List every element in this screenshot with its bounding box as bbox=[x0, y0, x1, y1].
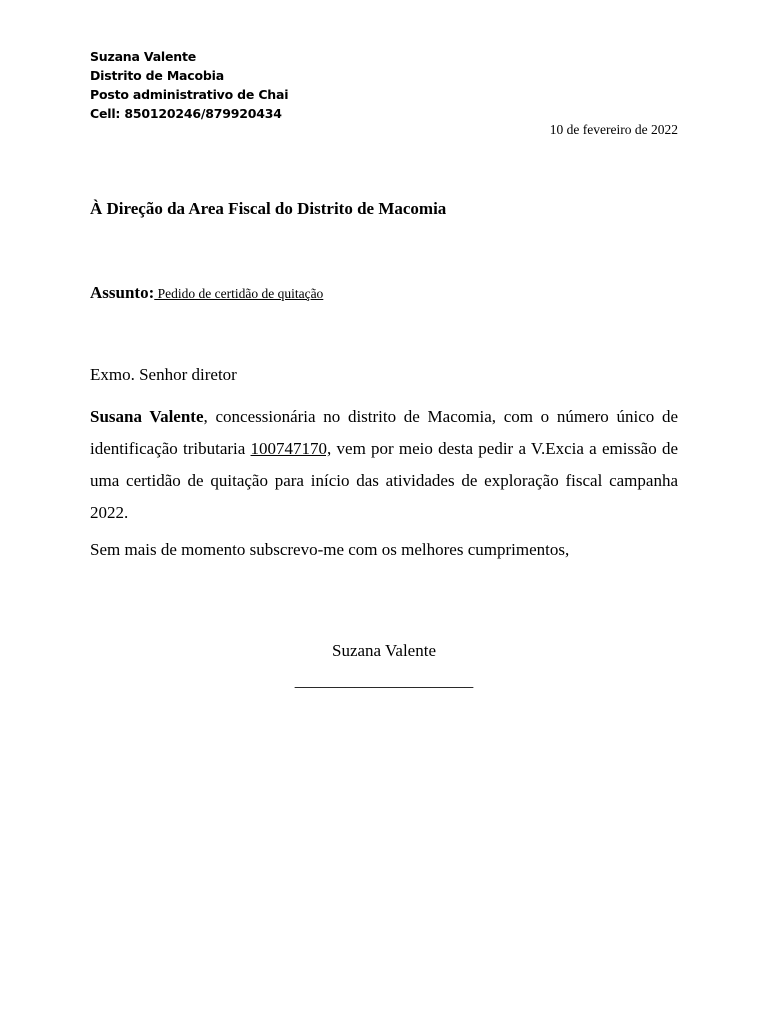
recipient-heading: À Direção da Area Fiscal do Distrito de Macomia bbox=[90, 199, 447, 218]
signature-name: Suzana Valente bbox=[331, 641, 436, 660]
sender-block bbox=[90, 47, 288, 123]
closing-line: Sem mais de momento subscrevo-me com os melhores cumprimentos, bbox=[90, 540, 570, 559]
sender-post: Posto administrativo de Chai bbox=[90, 87, 289, 102]
subject-line bbox=[90, 283, 323, 303]
body-paragraph bbox=[90, 401, 678, 529]
letter-date: 10 de fevereiro de 2022 bbox=[549, 122, 678, 137]
tax-id-number: 100747170, bbox=[250, 439, 332, 458]
subject-text: Pedido de certidão de quitação bbox=[154, 286, 324, 301]
body-text-part-2: vem por meio desta pedir a V.Excia a emissão de uma certidão de quitação para início das atividades de exploração fiscal campanha 2022. bbox=[90, 439, 678, 522]
subject-label: Assunto: bbox=[90, 283, 155, 302]
body-text-part-1: , concessionária no distrito de Macomia, com o número único de identificação tributaria bbox=[90, 407, 678, 458]
signature-line: _____________________ bbox=[294, 671, 474, 690]
body-sender-name: Susana Valente bbox=[90, 407, 204, 426]
sender-cell: Cell: 850120246/879920434 bbox=[90, 106, 282, 121]
salutation: Exmo. Senhor diretor bbox=[90, 365, 237, 384]
sender-district: Distrito de Macobia bbox=[90, 68, 224, 83]
sender-name: Suzana Valente bbox=[90, 49, 197, 64]
